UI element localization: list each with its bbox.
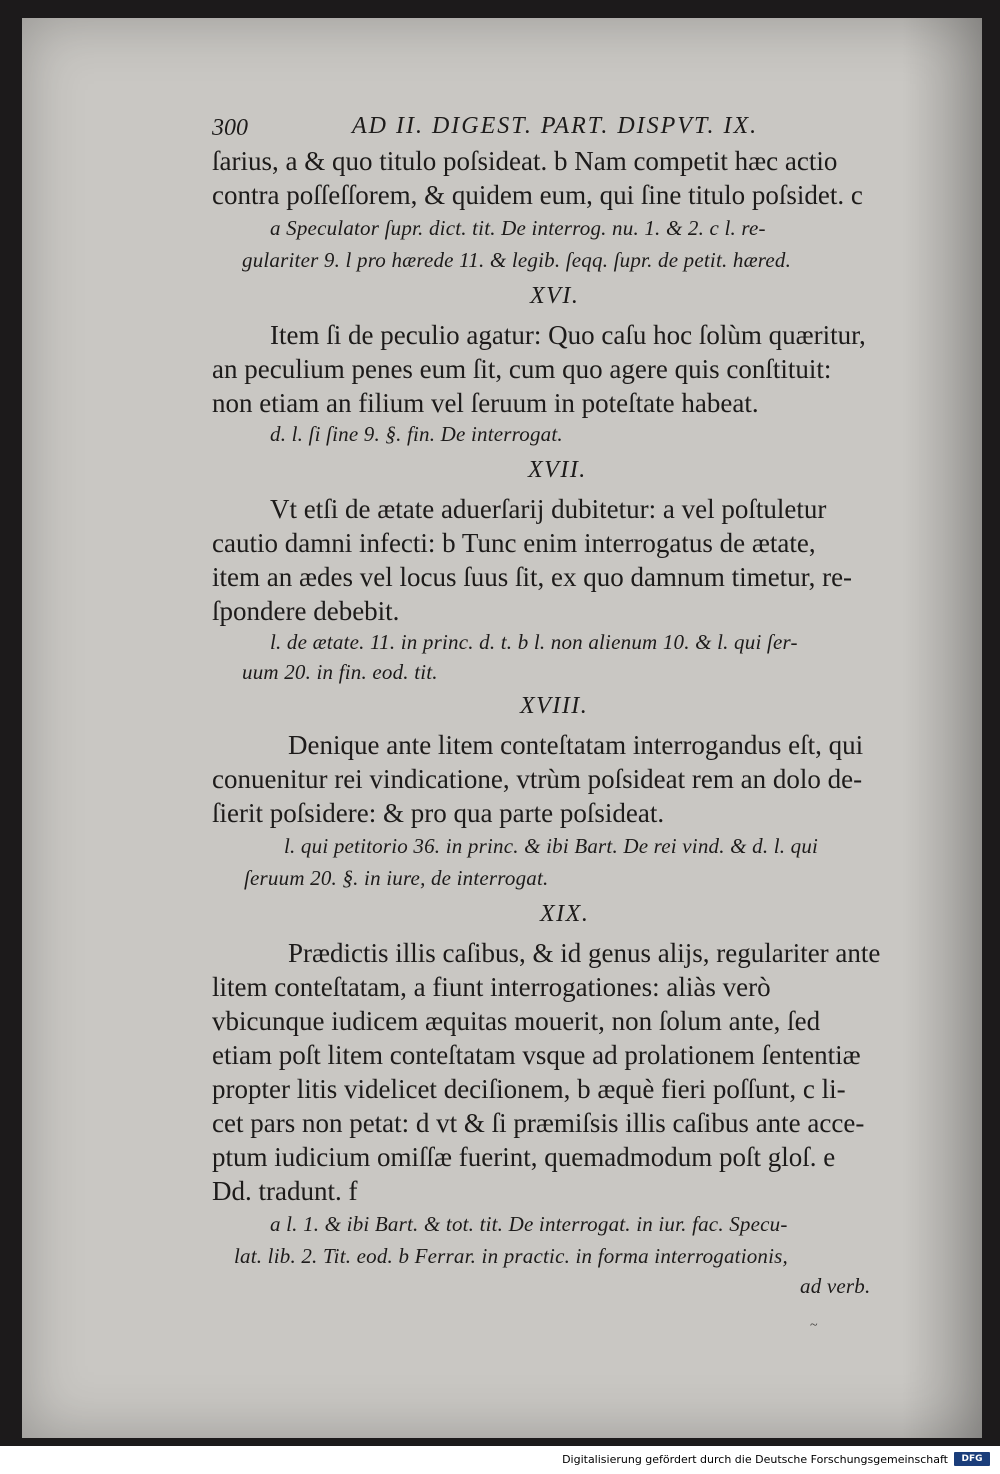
text-line: item an ædes vel locus ſuus ſit, ex quo damnum timetur, re- <box>212 562 853 592</box>
dfg-logo: DFG <box>954 1452 990 1466</box>
text-line: propter litis videlicet deciſionem, b æquè fieri poſſunt, c li- <box>212 1074 846 1104</box>
footer-bar <box>0 1446 1000 1474</box>
page-number: 300 <box>212 115 248 141</box>
footnote-line: gulariter 9. l pro hærede 11. & legib. ſeqq. ſupr. de petit. hæred. <box>242 248 792 272</box>
running-head: AD II. DIGEST. PART. DISPVT. IX. <box>352 113 759 139</box>
book-page <box>22 18 982 1438</box>
footnote-line: ſeruum 20. §. in iure, de interrogat. <box>244 866 549 890</box>
section-heading: XIX. <box>540 901 590 927</box>
text-line: etiam poſt litem conteſtatam vsque ad prolationem ſententiæ <box>212 1040 861 1070</box>
text-line: conuenitur rei vindicatione, vtrùm poſsideat rem an dolo de- <box>212 764 863 794</box>
footnote-line: l. qui petitorio 36. in princ. & ibi Bart. De rei vind. & d. l. qui <box>284 834 819 858</box>
text-line: ſierit poſsidere: & pro qua parte poſsideat. <box>212 798 665 828</box>
text-line: litem conteſtatam, a fiunt interrogationes: aliàs verò <box>212 972 771 1002</box>
ornament-mark: ~ <box>810 1318 818 1333</box>
footnote-line: ad verb. <box>800 1274 871 1298</box>
text-line: ſpondere debebit. <box>212 596 400 626</box>
text-line: cautio damni infecti: b Tunc enim interrogatus de ætate, <box>212 528 816 558</box>
text-line: cet pars non petat: d vt & ſi præmiſsis illis caſibus ante acce- <box>212 1108 865 1138</box>
section-heading: XVI. <box>530 283 580 309</box>
text-line: ſarius, a & quo titulo poſsideat. b Nam competit hæc actio <box>212 146 838 176</box>
text-line: Prædictis illis caſibus, & id genus alijs, regulariter ante <box>288 938 881 968</box>
text-line: Denique ante litem conteſtatam interrogandus eſt, qui <box>288 730 864 760</box>
footnote-line: uum 20. in fin. eod. tit. <box>242 660 438 684</box>
text-line: ptum iudicium omiſſæ fuerint, quemadmodum poſt gloſ. e <box>212 1142 836 1172</box>
section-heading: XVIII. <box>520 693 589 719</box>
text-line: Item ſi de peculio agatur: Quo caſu hoc ſolùm quæritur, <box>270 320 866 350</box>
text-line: an peculium penes eum ſit, cum quo agere quis conſtituit: <box>212 354 832 384</box>
text-line: Dd. tradunt. f <box>212 1176 358 1206</box>
section-heading: XVII. <box>528 457 587 483</box>
footnote-line: a Speculator ſupr. dict. tit. De interrog. nu. 1. & 2. c l. re- <box>270 216 766 240</box>
text-line: vbicunque iudicem æquitas mouerit, non ſolum ante, ſed <box>212 1006 821 1036</box>
text-line: non etiam an filium vel ſeruum in poteſtate habeat. <box>212 388 759 418</box>
text-line: contra poſſeſſorem, & quidem eum, qui ſine titulo poſsidet. c <box>212 180 863 210</box>
footnote-line: l. de ætate. 11. in princ. d. t. b l. non alienum 10. & l. qui ſer- <box>270 630 798 654</box>
footnote-line: a l. 1. & ibi Bart. & tot. tit. De interrogat. in iur. fac. Specu- <box>270 1212 788 1236</box>
text-line: Vt etſi de ætate aduerſarij dubitetur: a vel poſtuletur <box>270 494 827 524</box>
funding-credit: Digitalisierung gefördert durch die Deutsche Forschungsgemeinschaft <box>562 1453 948 1466</box>
footnote-line: lat. lib. 2. Tit. eod. b Ferrar. in practic. in forma interrogationis, <box>234 1244 788 1268</box>
footnote-line: d. l. ſi ſine 9. §. fin. De interrogat. <box>270 422 563 446</box>
